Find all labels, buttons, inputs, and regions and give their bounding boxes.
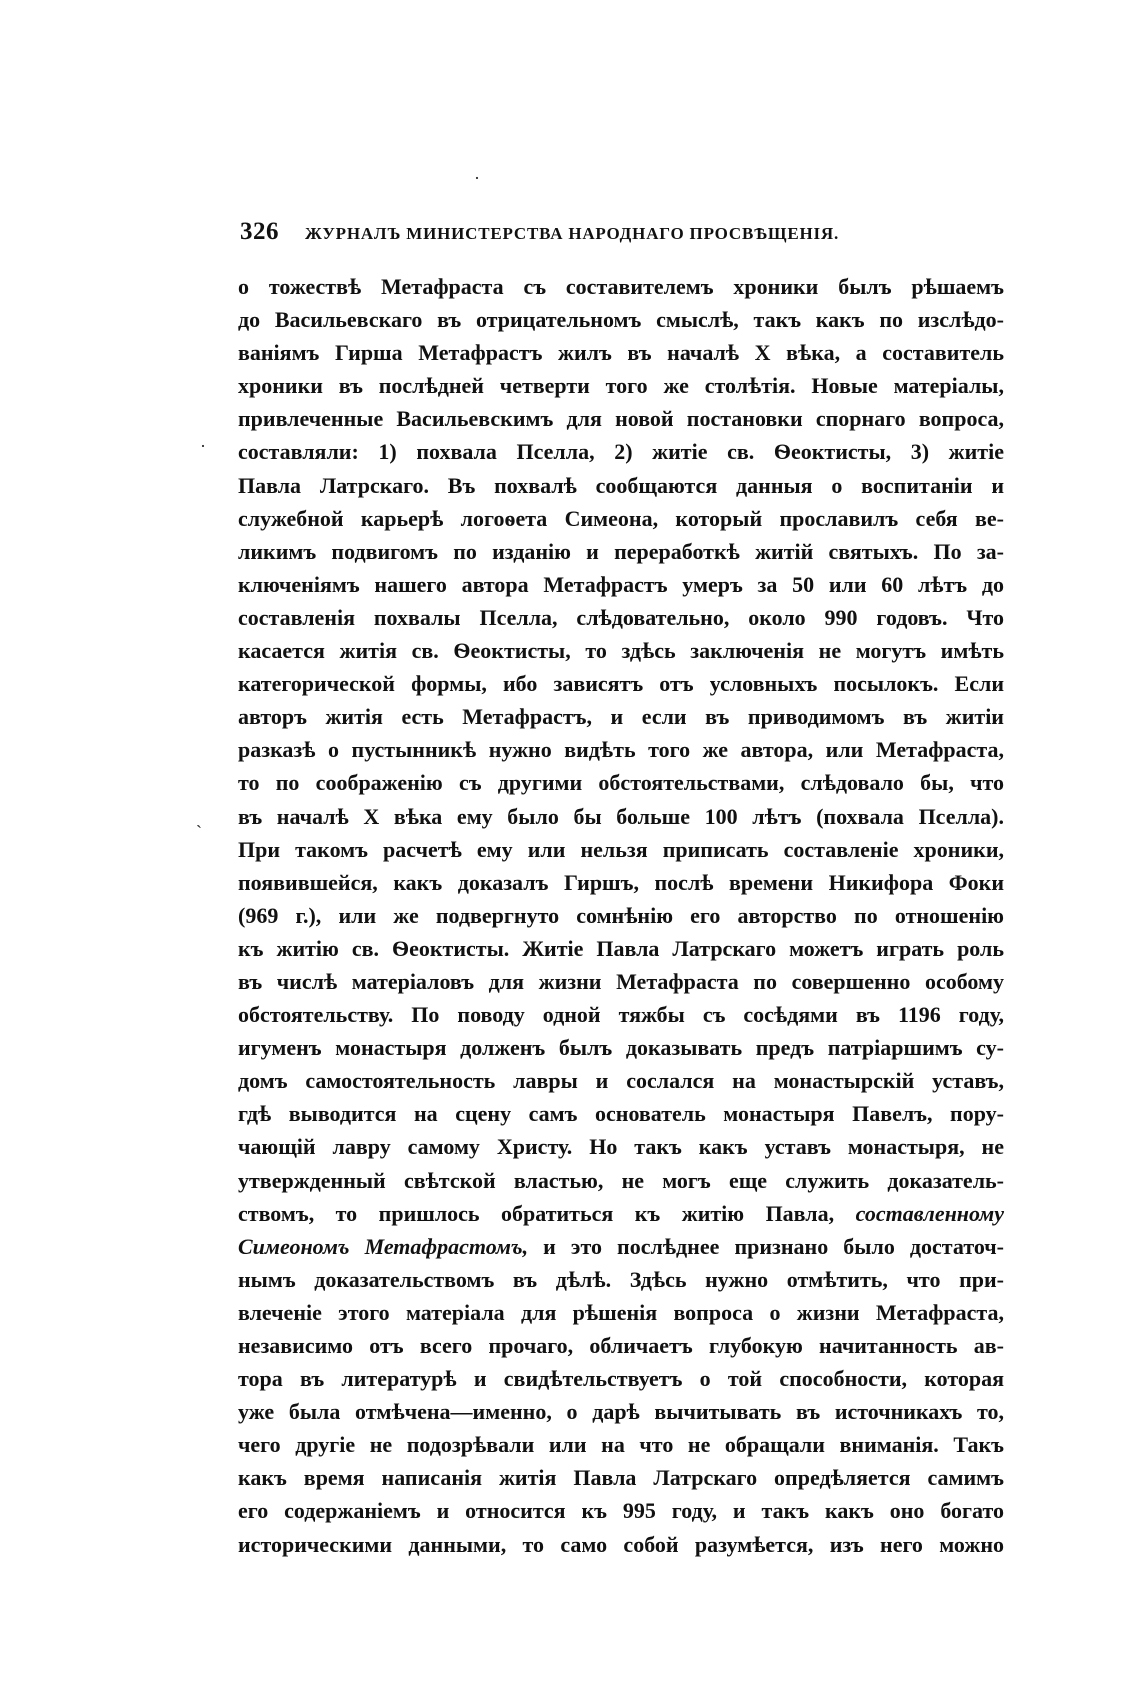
text-line: служебной карьерѣ логоѳета Симеона, который прославилъ себя ве- bbox=[238, 505, 1004, 531]
margin-dot-left: · bbox=[200, 436, 206, 456]
text-line: независимо отъ всего прочаго, обличаетъ глубокую начитанность ав- bbox=[238, 1333, 1004, 1358]
text-line: утвержденный свѣтской властью, не могъ еще служить доказатель- bbox=[238, 1167, 1004, 1193]
text-line: привлеченные Васильевскимъ для новой постановки спорнаго вопроса, bbox=[238, 406, 1004, 432]
text-line: разказѣ о пустынникѣ нужно видѣть того же автора, или Метафраста, bbox=[238, 737, 1004, 763]
text-line: нымъ доказательствомъ въ дѣлѣ. Здѣсь нужно отмѣтить, что при- bbox=[238, 1266, 1004, 1292]
text-line: составленія похвалы Пселла, слѣдовательно, около 990 годовъ. Что bbox=[238, 604, 1004, 630]
text-line: какъ время написанія житія Павла Латрскаго опредѣляется самимъ bbox=[238, 1465, 1004, 1491]
text-segment: ствомъ, то пришлось обратиться къ житію Павла, bbox=[238, 1200, 835, 1226]
margin-tick-left: ` bbox=[196, 822, 202, 842]
text-line-with-italic bbox=[238, 1230, 1004, 1263]
text-line: ликимъ подвигомъ по изданію и переработкѣ житій святыхъ. По за- bbox=[238, 538, 1004, 564]
text-line: историческими данными, то само собой разумѣется, изъ него можно bbox=[238, 1531, 1004, 1557]
text-line: игуменъ монастыря долженъ былъ доказывать предъ патріаршимъ су- bbox=[238, 1035, 1004, 1061]
text-line: въ числѣ матеріаловъ для жизни Метафраста по совершенно особому bbox=[238, 968, 1004, 994]
text-line: Павла Латрскаго. Въ похвалѣ сообщаются данныя о воспитаніи и bbox=[238, 472, 1004, 498]
italic-phrase: Симеономъ Метафрастомъ, bbox=[238, 1233, 529, 1259]
text-line: касается житія св. Ѳеоктисты, то здѣсь заключенія не могутъ имѣть bbox=[238, 638, 1004, 664]
text-line-with-italic bbox=[238, 1197, 1004, 1230]
text-line: При такомъ расчетѣ ему или нельзя приписать составленіе хроники, bbox=[238, 836, 1004, 862]
body-text bbox=[238, 270, 1004, 1561]
text-line: о тожествѣ Метафраста съ составителемъ хроники былъ рѣшаемъ bbox=[238, 274, 1004, 299]
text-line: его содержаніемъ и относится къ 995 году, и такъ какъ оно богато bbox=[238, 1498, 1004, 1524]
text-line: авторъ житія есть Метафрастъ, и если въ приводимомъ въ житіи bbox=[238, 704, 1004, 730]
text-line: хроники въ послѣдней четверти того же столѣтія. Новые матеріалы, bbox=[238, 373, 1004, 399]
text-line: тора въ литературѣ и свидѣтельствуетъ о той способности, которая bbox=[238, 1366, 1004, 1392]
text-line: до Васильевскаго въ отрицательномъ смыслѣ, такъ какъ по изслѣдо- bbox=[238, 307, 1004, 333]
text-line: уже была отмѣчена—именно, о дарѣ вычитывать въ источникахъ то, bbox=[238, 1399, 1004, 1425]
text-line: составляли: 1) похвала Пселла, 2) житіе св. Ѳеоктисты, 3) житіе bbox=[238, 439, 1004, 465]
text-line: категорической формы, ибо зависятъ отъ условныхъ посылокъ. Если bbox=[238, 671, 1004, 697]
text-line: (969 г.), или же подвергнуто сомнѣнію его авторство по отношенію bbox=[238, 902, 1004, 928]
text-line: появившейся, какъ доказалъ Гиршъ, послѣ времени Никифора Фоки bbox=[238, 869, 1004, 895]
text-line: чающій лавру самому Христу. Но такъ какъ уставъ монастыря, не bbox=[238, 1134, 1004, 1160]
text-line: въ началѣ X вѣка ему было бы больше 100 лѣтъ (похвала Пселла). bbox=[238, 803, 1004, 829]
text-line: къ житію св. Ѳеоктисты. Житіе Павла Латрскаго можетъ играть роль bbox=[238, 935, 1004, 961]
text-line: ваніямъ Гирша Метафрастъ жилъ въ началѣ X вѣка, а составитель bbox=[238, 340, 1004, 366]
page-number: 326 bbox=[240, 218, 279, 245]
margin-dot-top: · bbox=[474, 168, 480, 188]
text-segment: и это послѣднее признано было достаточ- bbox=[543, 1233, 1004, 1259]
running-head bbox=[240, 218, 1020, 254]
text-line: чего другіе не подозрѣвали или на что не обращали вниманія. Такъ bbox=[238, 1432, 1004, 1458]
text-line: влеченіе этого матеріала для рѣшенія вопроса о жизни Метафраста, bbox=[238, 1299, 1004, 1325]
text-line: обстоятельству. По поводу одной тяжбы съ сосѣдями въ 1196 году, bbox=[238, 1002, 1004, 1028]
text-line: то по соображенію съ другими обстоятельствами, слѣдовало бы, что bbox=[238, 770, 1004, 796]
journal-title: ЖУРНАЛЪ МИНИСТЕРСТВА НАРОДНАГО ПРОСВѢЩЕНІЯ. bbox=[305, 224, 840, 243]
text-line: ключеніямъ нашего автора Метафрастъ умеръ за 50 или 60 лѣтъ до bbox=[238, 571, 1004, 597]
italic-phrase: составленному bbox=[855, 1200, 1005, 1226]
text-line: гдѣ выводится на сцену самъ основатель монастыря Павелъ, пору- bbox=[238, 1101, 1004, 1127]
text-line: домъ самостоятельность лавры и сослался на монастырскій уставъ, bbox=[238, 1068, 1004, 1094]
